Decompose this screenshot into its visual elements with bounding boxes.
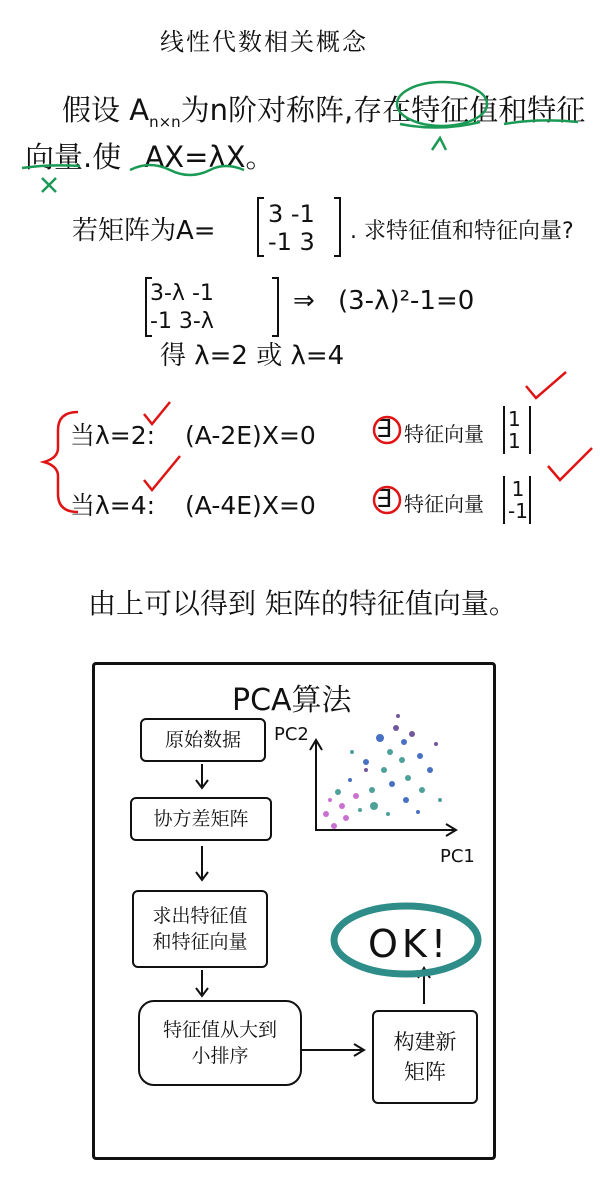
question-prefix: 若矩阵为A=: [72, 216, 216, 246]
question-matrix-row-1: 3 -1: [268, 200, 315, 228]
definition-part2: 为n阶对称阵,存在: [180, 93, 412, 127]
question-suffix: . 求特征值和特征向量?: [350, 219, 574, 244]
eigenvector-term-2: 向量: [25, 140, 84, 174]
case-1-vector-top: 1: [508, 407, 521, 431]
exists-circle: [374, 417, 400, 443]
scatter-point: [409, 731, 415, 737]
case-2-equation: (A-4E)X=0: [185, 491, 316, 520]
page-title: 线性代数相关概念: [160, 28, 368, 56]
scatter-axes: [316, 742, 454, 830]
scatter-point: [358, 808, 362, 812]
pca-title: PCA算法: [232, 683, 352, 718]
definition-part1: 假设 A: [62, 93, 150, 127]
eigenvalue-term: 特征值: [411, 93, 499, 127]
pc1-axis-label: PC1: [440, 846, 475, 867]
pc2-axis-label: PC2: [274, 724, 309, 745]
scatter-point: [350, 750, 354, 754]
case-1-equation: (A-2E)X=0: [185, 421, 316, 450]
implies-arrow: ⇒: [293, 286, 315, 316]
scatter-point: [353, 793, 359, 799]
scatter-point: [323, 811, 329, 817]
case-1-exists-symbol: ∃: [376, 414, 392, 443]
step-raw-data: 原始数据: [140, 718, 266, 762]
equation-wavy-underline: [130, 165, 244, 175]
cases-brace: [44, 412, 78, 512]
step-eigen: 求出特征值和特征向量: [132, 890, 268, 968]
flow-arrow: [196, 846, 208, 880]
eigenvalue-circle: [397, 82, 487, 126]
scatter-point: [434, 742, 438, 746]
check-mark: [144, 456, 180, 490]
case-2-vector-bottom: -1: [508, 499, 528, 523]
step-build-matrix: 构建新矩阵: [372, 1010, 478, 1104]
flow-arrow: [196, 764, 208, 788]
cross-mark: [42, 178, 56, 192]
case-1-condition: 当λ=2:: [70, 421, 156, 450]
scatter-point: [417, 753, 423, 759]
vector-bracket: [504, 476, 530, 524]
scatter-point: [389, 781, 395, 787]
eigenvector-underline-2: [22, 165, 80, 168]
check-mark: [144, 402, 170, 424]
matrix-subscript: n×n: [149, 112, 181, 131]
scatter-point: [381, 767, 387, 773]
check-mark: [526, 372, 566, 398]
scatter-point: [416, 810, 420, 814]
eigen-equation: AX=λX: [144, 140, 246, 174]
char-matrix-row-1: 3-λ -1: [150, 281, 214, 306]
scatter-point: [370, 802, 378, 810]
scatter-point: [339, 803, 345, 809]
case-2-label: 特征向量: [404, 492, 484, 516]
flow-arrow: [300, 1044, 364, 1056]
scatter-point: [419, 787, 425, 793]
scatter-point: [364, 768, 368, 772]
and-text: 和: [498, 93, 528, 127]
scatter-point: [343, 815, 349, 821]
scatter-point: [331, 823, 337, 829]
scatter-point: [363, 759, 369, 765]
question-matrix-brackets: [258, 198, 340, 256]
ok-ellipse: [334, 906, 478, 974]
ok-text: OK!: [368, 922, 451, 966]
scatter-point: [401, 739, 407, 745]
scatter-point: [438, 798, 442, 802]
scatter-point: [403, 797, 409, 803]
scatter-point: [376, 734, 384, 742]
question-matrix-row-2: -1 3: [268, 228, 315, 256]
case-2-condition: 当λ=4:: [70, 491, 156, 520]
case-2-exists-symbol: ∃: [376, 484, 392, 513]
scatter-point: [405, 775, 411, 781]
scatter-points: [323, 714, 442, 829]
vector-bracket: [504, 406, 530, 454]
scatter-point: [328, 798, 332, 802]
scatter-point: [335, 789, 341, 795]
scatter-point: [348, 778, 352, 782]
case-1-vector-bottom: 1: [508, 429, 521, 453]
char-matrix-row-2: -1 3-λ: [150, 309, 214, 334]
exists-circle: [374, 487, 400, 513]
definition-part3: .使: [83, 140, 122, 174]
conclusion: 由上可以得到 矩阵的特征值向量。: [88, 587, 517, 620]
scatter-point: [387, 749, 393, 755]
step-covariance-matrix: 协方差矩阵: [130, 797, 272, 841]
scatter-point: [393, 725, 399, 731]
eigenvector-underline-1: [504, 120, 578, 124]
eigenvector-term-1: 特征: [527, 93, 586, 127]
caret-mark: [432, 138, 446, 150]
flow-arrow: [196, 970, 208, 996]
scatter-point: [427, 767, 433, 773]
case-1-label: 特征向量: [404, 422, 484, 446]
case-2-vector-top: 1: [511, 477, 525, 501]
char-matrix-brackets: [146, 278, 278, 336]
scatter-point: [396, 714, 400, 718]
characteristic-equation: (3-λ)²-1=0: [338, 286, 475, 316]
eigenvalue-result: 得 λ=2 或 λ=4: [160, 341, 345, 371]
step-sort-eigenvalues: 特征值从大到小排序: [138, 1000, 302, 1086]
scatter-point: [369, 787, 375, 793]
definition-period: 。: [245, 140, 275, 174]
scatter-point: [386, 812, 390, 816]
scatter-point: [399, 757, 405, 763]
check-mark: [548, 448, 592, 480]
